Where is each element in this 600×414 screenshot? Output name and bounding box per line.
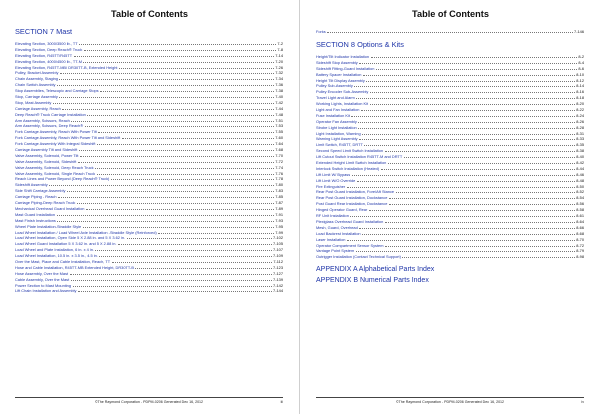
dot-leader [364,143,574,147]
toc-entry-label[interactable]: Valve Assembly, Solenoid, Power Tilt [15,152,79,158]
toc-entry-label[interactable]: RF Unit Installation [316,213,349,219]
toc-entry-page: 7-78 [275,176,283,182]
toc-entry-page: 8-20 [576,101,584,107]
toc-entry-page: 7-76 [275,170,283,176]
toc-entry-page: 7-68 [275,147,283,153]
toc-entry-label[interactable]: Strobe Light Installation [316,124,357,130]
toc-entry-page: 7-26 [275,64,283,70]
dot-leader [97,142,274,146]
toc-entry-page: 7-139 [273,276,283,282]
dot-leader [57,212,274,216]
dot-leader [362,131,575,135]
toc-entry-page: 7-89 [275,205,283,211]
toc-entry-page: 7-42 [275,99,283,105]
toc-entry-label[interactable]: Valve Assembly, Solenoid, Deep Reach Truck [15,164,94,170]
toc-entry-label[interactable]: Carriage Assembly Tilt and Sideshift [15,147,78,153]
toc-entry-page: 8-4 [578,59,584,65]
toc-entry-label[interactable]: Warning Light Assembly [316,136,358,142]
toc-entry-label[interactable]: Load Wheel Installation, 10.5 in. x 3.5 in., 4.5 in. [15,253,98,259]
toc-entry-label[interactable]: Height Tilt Display Assembly [316,77,365,83]
toc-entry-page: 7-102 [273,235,283,241]
toc-entry-page: 7-95 [275,223,283,229]
toc-entry-label[interactable]: Mast Finish Instructions [15,217,56,223]
toc-entry-page: 7-127 [273,270,283,276]
toc-entry-label[interactable]: Fuse Installation Kit [316,112,350,118]
toc-entry-page: 7-93 [275,217,283,223]
toc-entry-label[interactable]: Hinged Operator Guard, Rear [316,207,368,213]
toc-entry-label[interactable]: Lift Limit W/ Bypass [316,171,351,177]
page-title: Table of Contents [412,9,489,19]
footer-copyright: ©The Raymond Corporation - PDPM-0206 Generated Dec 16, 2012 [395,400,505,404]
toc-entry-label[interactable]: Elevating Section, Deep Reach® Truck [15,46,83,52]
dot-leader [358,119,574,123]
dot-leader [119,65,274,69]
toc-entry-label[interactable]: Vantage Point System [316,248,355,254]
toc-entry-label[interactable]: Arm Assembly, Scissors, Deep Reach® [15,123,84,129]
dot-leader [122,136,274,140]
toc-entry-page: 8-6 [578,65,584,71]
toc-entry-page: 7-109 [273,253,283,259]
dot-leader [118,242,272,246]
toc-entry-label[interactable]: Fire Extinguisher [316,183,346,189]
toc-entry-page: 8-31 [576,130,584,136]
toc-entry-page: 7-38 [275,88,283,94]
toc-entry-page: 7-112 [273,258,283,264]
toc-entry[interactable] [316,254,584,260]
toc-entry-label[interactable]: Mesh, Guard, Overhead [316,224,358,230]
dot-leader [357,178,575,182]
page-footer [15,397,283,404]
toc-entry-page: 7-74 [275,164,283,170]
dot-leader [369,208,575,212]
toc-entry-page: 8-24 [576,112,584,118]
dot-leader [356,96,574,100]
dot-leader [347,184,575,188]
toc-entry-page: 7-8 [277,46,283,52]
toc-entry-page: 7-80 [275,182,283,188]
toc-entry-label[interactable]: Stop, Carriage Assembly [15,94,58,100]
footer-page-number: iv [581,400,584,404]
toc-entry-label[interactable]: Rear Post Guard Installation, Fore/Aft Stance [316,189,395,195]
dot-leader [67,189,274,193]
dot-leader [83,224,274,228]
toc-entry-label[interactable]: Wheel Plate Installation-Straddle Style [15,223,82,229]
toc-entry[interactable] [15,288,283,294]
dot-leader [359,137,575,141]
toc-entry-page: 8-40 [576,154,584,160]
dot-leader [57,218,273,222]
toc-entry-page: 8-26 [576,118,584,124]
toc-entry-page: 7-70 [275,152,283,158]
toc-entry-page: 8-14 [576,83,584,89]
toc-entry-label[interactable]: Battery Spacer Installation [316,71,362,77]
toc-entry-label[interactable]: Elevating Section, R45TT-MB/ DR30TT-B, Extended Height [15,64,118,70]
section-heading-8[interactable]: SECTION 8 Options & Kits [316,40,404,49]
dot-leader [385,219,575,223]
dot-leader [370,90,575,94]
dot-leader [358,125,575,129]
dot-leader [79,147,274,151]
dot-leader [59,77,273,81]
dot-leader [376,66,577,70]
dot-leader [404,155,575,159]
toc-entry-page: 8-42 [576,160,584,166]
toc-entry-page: 7-51 [275,117,283,123]
toc-entry-page: 8-66 [576,224,584,230]
toc-entry-page: 8-18 [576,95,584,101]
toc-entry-page: 7-55 [275,129,283,135]
toc-entry-label[interactable]: Elevating Section, 4000/4500 lb., TT-M [15,58,82,64]
toc-entry-page: 7-20 [275,58,283,64]
toc-entry-label[interactable]: Fork Carriage Assembly, Reach With Power Tilt [15,129,97,135]
dot-leader [352,172,575,176]
toc-entry-label[interactable]: Pulley Sub-Assembly [316,83,353,89]
right-page [301,0,600,414]
dot-leader [111,177,274,181]
footer-copyright: ©The Raymond Corporation - PDPM-0206 Generated Dec 16, 2012 [94,400,204,404]
toc-entry-page: 8-38 [576,148,584,154]
toc-entry-label[interactable]: Elevating Section, R45TT/R45TT [15,52,73,58]
toc-entry-page: 7-2 [277,41,283,46]
toc-entry-page: 7-64 [275,141,283,147]
dot-leader [97,171,274,175]
toc-entry-page: 8-64 [576,218,584,224]
toc-entry-page: 8-2 [578,54,584,59]
toc-entry-label[interactable]: Carriage Piping-Deep Reach Truck [15,200,76,206]
dot-leader [98,130,274,134]
dot-leader [87,112,273,116]
dot-leader [78,289,272,293]
dot-leader [84,47,276,51]
dot-leader [99,253,271,257]
toc-entry-label[interactable]: Outrigger Installation (Contact Technical Support) [316,254,401,260]
toc-entry-page: 8-58 [576,207,584,213]
toc-entry-label[interactable]: Load Wheel Guard Installation 5 X 3.62 in. and 5 X 2.88 in. [15,241,117,247]
toc-entry-page: 7-48 [275,111,283,117]
toc-entry-label[interactable]: Lift Chain Installation and Assembly [15,288,77,294]
dot-leader [327,29,572,33]
toc-entry[interactable] [316,29,584,35]
toc-entry-label[interactable]: Operator Fan Assembly [316,118,357,124]
toc-entry-label[interactable]: Fork Carriage Assembly With Integral Sideshift [15,141,96,147]
toc-entry-label[interactable]: Second Speed Limit Switch Installation [316,148,384,154]
toc-entry-label[interactable]: Load Wheel Installation, Open Side 5 X 2.88 in. and 5 X 3.62 in. [15,235,126,241]
dot-leader [85,124,274,128]
toc-entry-page: 7-60 [275,135,283,141]
section-heading-7[interactable]: SECTION 7 Mast [15,27,73,36]
dot-leader [371,54,577,58]
dot-leader [389,202,575,206]
dot-leader [347,237,575,241]
toc-entry-page: 8-50 [576,183,584,189]
dot-leader [71,118,273,122]
dot-leader [77,200,274,204]
toc-entry-page: 8-46 [576,171,584,177]
dot-leader [80,153,274,157]
dot-leader [402,255,574,259]
toc-entry-page: 8-12 [576,77,584,83]
page-footer [316,397,584,404]
toc-entry-page: 7-144 [273,288,283,294]
toc-entry-label[interactable]: Laser Installation [316,236,346,242]
dot-leader [79,41,276,45]
toc-entry-label[interactable]: Pulley Encoder Sub-Assembly [316,89,369,95]
appendix-b-link[interactable]: APPENDIX B Numerical Parts Index [316,277,429,284]
dot-leader [112,259,272,263]
toc-entry-label[interactable]: Stop Assemblies, Telescopic and Carriage Stops [15,88,99,94]
dot-leader [381,166,575,170]
dot-leader [354,84,574,88]
toc-entry-label[interactable]: Mast Guard Installation [15,211,56,217]
toc-entry-page: 7-44 [275,105,283,111]
toc-entry-label[interactable]: Arm Assembly, Scissors, Reach [15,117,70,123]
dot-leader [359,225,574,229]
dot-leader [158,230,274,234]
toc-entry-page: 7-14 [275,52,283,58]
toc-entry-list [15,41,283,294]
toc-entry-page: 8-98 [576,254,584,260]
dot-leader [70,271,272,275]
toc-entry-page: 8-10 [576,71,584,77]
toc-entry-page: 7-105 [273,241,283,247]
toc-entry-page: 8-28 [576,124,584,130]
toc-entry-label[interactable]: Reach Lines and Power Beyond (Deep Reach® Truck) [15,176,110,182]
toc-entry-page: 8-54 [576,195,584,201]
dot-leader [95,248,271,252]
toc-entry-label[interactable]: Post Guard Rear Installation, Dockstance [316,201,388,207]
toc-entry-label[interactable]: Mechanical Overhead Guard Installation [15,205,85,211]
toc-entry-label[interactable]: Cable Assembly, Over the Mast [15,276,70,282]
dot-leader [385,243,575,247]
dot-leader [366,78,574,82]
dot-leader [100,89,274,93]
toc-entry-label[interactable]: Load Backrest Installation [316,230,361,236]
toc-entry-label[interactable]: Interlock Switch Installation (Heated) [316,165,380,171]
toc-entry-page: 8-52 [576,189,584,195]
toc-entry-page: 7-85 [275,194,283,200]
dot-leader [351,113,574,117]
dot-leader [83,59,273,63]
dot-leader [350,213,574,217]
toc-entry-label[interactable]: Sideshift Fitting-Guard Installation [316,65,375,71]
toc-entry-label[interactable]: Carriage Assembly, Reach [15,105,61,111]
toc-entry-label[interactable]: Height/Tilt Indicator Installation [316,54,370,59]
toc-entry-label[interactable]: Load Wheel and Plate Installation, 6 in. x 4 in. [15,247,94,253]
toc-entry-page: 7-72 [275,158,283,164]
toc-entry-label[interactable]: Elevating Section, 3000/3500 lb., TT [15,41,78,46]
toc-entry-page: 7-91 [275,211,283,217]
dot-leader [135,265,271,269]
toc-entry-label[interactable]: Hose Assembly, Over the Mast [15,270,69,276]
footer-page-number: iii [280,400,283,404]
toc-entry-label[interactable]: Limit Switch, R45TT, DRTT [316,142,363,148]
dot-leader [356,249,575,253]
dot-leader [389,196,575,200]
toc-entry-page: 7-32 [275,70,283,76]
toc-entry-label[interactable]: Valve Assembly, Solenoid, Single Reach Truck [15,170,96,176]
dot-leader [363,72,575,76]
dot-leader [58,195,274,199]
toc-entry-page: 7-107 [273,247,283,253]
dot-leader [49,183,274,187]
toc-entry-label[interactable]: Stop, Mast Assembly [15,99,52,105]
toc-entry-label[interactable]: Valve Assembly, Solenoid, Sideshift [15,158,77,164]
toc-entry-page: 8-56 [576,201,584,207]
dot-leader [74,53,274,57]
toc-entry-label[interactable]: Load Wheel Installation / Load Wheel Axle Installation -Straddle Style (Reinforced) [15,229,157,235]
appendix-a-link[interactable]: APPENDIX A Alphabetical Parts Index [316,266,435,273]
dot-leader [53,100,274,104]
toc-entry-label[interactable]: Forks [316,29,326,34]
dot-leader [388,160,575,164]
toc-entry-list [316,54,584,260]
toc-entry-page: 8-68 [576,230,584,236]
toc-entry-page: 8-16 [576,89,584,95]
toc-entry-page: 7-53 [275,123,283,129]
toc-entry-page: 7-40 [275,94,283,100]
toc-entry-label[interactable]: Operator Compartment Sensor System [316,242,384,248]
dot-leader [359,60,577,64]
toc-entry-label[interactable]: Working Lights, Installation Kit [316,101,369,107]
toc-entry-page: 7-146 [574,29,584,34]
toc-entry-page: 7-34 [275,76,283,82]
toc-entry-page: 8-22 [576,107,584,113]
toc-entry-page: 7-87 [275,200,283,206]
toc-entry-label[interactable]: Carriage Piping - Reach [15,194,57,200]
toc-entry-list [316,29,584,35]
toc-entry-label[interactable]: Deep Reach® Truck Carriage Installation [15,111,86,117]
toc-entry-page: 7-36 [275,82,283,88]
dot-leader [385,149,575,153]
toc-entry-page: 8-70 [576,236,584,242]
toc-entry-page: 7-99 [275,229,283,235]
toc-entry-page: 7-123 [273,264,283,270]
dot-leader [78,159,274,163]
toc-entry-label[interactable]: Light and Fan Installation [316,107,360,113]
toc-entry-page: 8-33 [576,136,584,142]
toc-entry-label[interactable]: Sideshift Stop Assembly [316,59,358,65]
dot-leader [60,71,274,75]
toc-entry-page: 8-79 [576,248,584,254]
dot-leader [57,83,274,87]
toc-entry-label[interactable]: Over the Mast, Place and Cable Installation, Reach, TT [15,258,111,264]
toc-entry-page: 8-35 [576,142,584,148]
toc-entry-page: 8-72 [576,242,584,248]
toc-entry-label[interactable]: Lift Cutout Switch Installation R45TT-M and DRTT [316,154,403,160]
dot-leader [86,206,274,210]
toc-entry-label[interactable]: Travel Light and Alarm [316,95,355,101]
toc-entry-label[interactable]: Rear Post Guard Installation, Dockstance [316,195,388,201]
toc-entry-label[interactable]: Lift Limit W/O Override [316,177,356,183]
toc-entry-page: 8-44 [576,165,584,171]
toc-entry-label[interactable]: Light Installation, Warning [316,130,361,136]
toc-entry-label[interactable]: Power Section to Mast Mounting [15,282,72,288]
toc-entry-label[interactable]: Sideshift Assembly [15,182,48,188]
toc-entry-page: 7-83 [275,188,283,194]
dot-leader [362,231,575,235]
dot-leader [95,165,274,169]
toc-entry-page: 7-142 [273,282,283,288]
toc-entry-label[interactable]: Plexiglass Overhead Guard Installation [316,218,384,224]
dot-leader [62,106,273,110]
dot-leader [59,94,273,98]
toc-entry-label[interactable]: Extended Height Limit Switch Installation [316,160,387,166]
toc-entry-page: 8-48 [576,177,584,183]
dot-leader [396,190,575,194]
toc-entry-label[interactable]: Hose and Cable Installation, R45TT-MB Extended Height, DR30TT-B [15,264,134,270]
toc-entry-label[interactable]: Pulley, Bracket Assembly [15,70,59,76]
toc-entry-label[interactable]: Chain Switch Assembly [15,82,56,88]
toc-entry-label[interactable]: Fork Carriage Assembly, Reach With Power Tilt and Sideshift [15,135,121,141]
dot-leader [71,277,272,281]
toc-entry-label[interactable]: Chain Assembly, Staging [15,76,58,82]
toc-entry-page: 8-61 [576,213,584,219]
page-title: Table of Contents [111,9,188,19]
dot-leader [127,236,272,240]
toc-entry-label[interactable]: Side Shift Carriage Assembly [15,188,66,194]
dot-leader [73,283,272,287]
dot-leader [361,107,575,111]
dot-leader [370,102,575,106]
